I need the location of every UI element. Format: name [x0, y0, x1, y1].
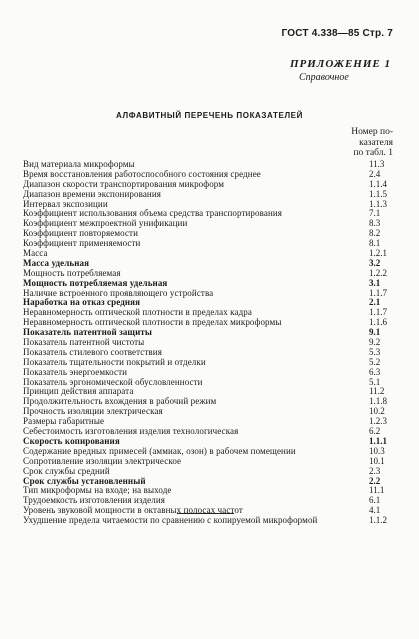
indicator-number: 6.1: [369, 495, 381, 506]
column-header: [323, 127, 393, 159]
indicator-number: 1.1.2: [369, 515, 387, 526]
indicator-number: 1.1.1: [369, 435, 387, 446]
indicator-number: 1.1.6: [369, 317, 387, 328]
indicator-number: 1.2.1: [369, 248, 387, 259]
appendix-title: ПРИЛОЖЕНИЕ 1: [289, 58, 391, 70]
indicator-number: 6.2: [369, 426, 381, 437]
column-header-line: Номер по-: [351, 127, 393, 137]
indicator-number: 3.1: [369, 277, 381, 288]
indicator-name: Коэффициент межпроектной унификации: [23, 218, 188, 229]
indicator-list: [23, 160, 389, 526]
indicator-name: Интервал экспозиции: [23, 198, 108, 209]
indicator-number: 10.1: [369, 455, 385, 466]
indicator-number: 8.3: [369, 218, 381, 229]
appendix-subtitle: Справочное: [299, 72, 349, 83]
indicator-number: 1.1.3: [369, 198, 387, 209]
indicator-name: Содержание вредных примесей (аммиак, озон) в рабочем помещении: [23, 445, 296, 456]
appendix-block: [271, 58, 391, 83]
column-header-line: по табл. 1: [353, 148, 393, 158]
indicator-name: Трудоемкость изготовления изделия: [23, 495, 165, 506]
indicator-name: Масса удельная: [23, 257, 90, 268]
indicator-name: Прочность изоляции электрическая: [23, 406, 163, 417]
indicator-number: 2.1: [369, 297, 381, 308]
indicator-name: Показатель патентной защиты: [23, 327, 153, 338]
list-title: АЛФАВИТНЫЙ ПЕРЕЧЕНЬ ПОКАЗАТЕЛЕЙ: [116, 111, 303, 120]
indicator-name: Показатель тщательности покрытий и отделки: [23, 356, 206, 367]
indicator-number: 1.1.8: [369, 396, 387, 407]
list-item: [23, 516, 389, 526]
indicator-name: Срок службы установленный: [23, 475, 146, 486]
indicator-name: Уровень звуковой мощности в октавных полосах частот: [23, 505, 243, 516]
indicator-name: Себестоимость изготовления изделия технологическая: [23, 426, 239, 437]
indicator-number: 8.1: [369, 238, 381, 249]
indicator-number: 4.1: [369, 505, 381, 516]
indicator-number: 5.1: [369, 376, 381, 387]
indicator-name: Время восстановления работоспособного состояния среднее: [23, 168, 261, 179]
indicator-name: Скорость копирования: [23, 435, 120, 446]
indicator-name: Наличие встроенного проявляющего устройства: [23, 287, 214, 298]
indicator-number: 8.2: [369, 228, 381, 239]
indicator-name: Размеры габаритные: [23, 416, 105, 427]
indicator-name: Коэффициент повторяемости: [23, 228, 138, 239]
indicator-name: Ухудшение предела читаемости по сравнению с копируемой микроформой: [23, 515, 318, 526]
end-rule: [177, 513, 234, 514]
indicator-name: Диапазон скорости транспортирования микроформ: [23, 178, 225, 189]
indicator-name: Сопротивление изоляции электрическое: [23, 455, 182, 466]
indicator-name: Принцип действия аппарата: [23, 386, 134, 397]
indicator-number: 1.2.3: [369, 416, 387, 427]
indicator-number: 5.2: [369, 356, 381, 367]
indicator-number: 9.1: [369, 327, 381, 338]
list-item: [23, 239, 389, 249]
indicator-name: Показатель энергоемкости: [23, 366, 128, 377]
indicator-name: Показатель стилевого соответствия: [23, 346, 162, 357]
indicator-number: 7.1: [369, 208, 381, 219]
indicator-number: 6.3: [369, 366, 381, 377]
running-header: ГОСТ 4.338—85 Стр. 7: [281, 28, 393, 39]
indicator-name: Показатель патентной чистоты: [23, 337, 145, 348]
indicator-name: Наработка на отказ средняя: [23, 297, 141, 308]
indicator-name: Диапазон времени экспонирования: [23, 188, 161, 199]
indicator-name: Коэффициент применяемости: [23, 238, 141, 249]
column-header-line: казателя: [359, 137, 393, 148]
indicator-number: 1.2.2: [369, 267, 387, 278]
indicator-number: 10.2: [369, 406, 385, 417]
indicator-number: 9.2: [369, 337, 381, 348]
indicator-number: 11.3: [369, 159, 385, 169]
indicator-number: 3.2: [369, 257, 381, 268]
indicator-number: 1.1.5: [369, 188, 387, 199]
indicator-number: 2.2: [369, 475, 381, 486]
indicator-number: 2.4: [369, 168, 381, 179]
indicator-number: 2.3: [369, 465, 381, 476]
indicator-number: 5.3: [369, 346, 381, 357]
indicator-number: 1.1.7: [369, 287, 387, 298]
indicator-name: Продолжительность вхождения в рабочий режим: [23, 396, 217, 407]
indicator-name: Мощность потребляемая: [23, 267, 121, 278]
indicator-number: 11.2: [369, 386, 385, 397]
indicator-name: Тип микроформы на входе; на выходе: [23, 485, 172, 496]
indicator-number: 1.1.4: [369, 178, 387, 189]
indicator-name: Мощность потребляемая удельная: [23, 277, 168, 288]
indicator-number: 11.1: [369, 485, 385, 496]
indicator-name: Масса: [23, 248, 48, 259]
indicator-number: 10.3: [369, 445, 385, 456]
indicator-number: 1.1.7: [369, 307, 387, 318]
indicator-name: Показатель эргономической обусловленности: [23, 376, 203, 387]
indicator-name: Вид материала микроформы: [23, 159, 135, 169]
indicator-name: Коэффициент использования объема средства транспортирования: [23, 208, 283, 219]
indicator-name: Срок службы средний: [23, 465, 110, 476]
indicator-name: Неравномерность оптической плотности в пределах микроформы: [23, 317, 282, 328]
indicator-name: Неравномерность оптической плотности в пределах кадра: [23, 307, 252, 318]
